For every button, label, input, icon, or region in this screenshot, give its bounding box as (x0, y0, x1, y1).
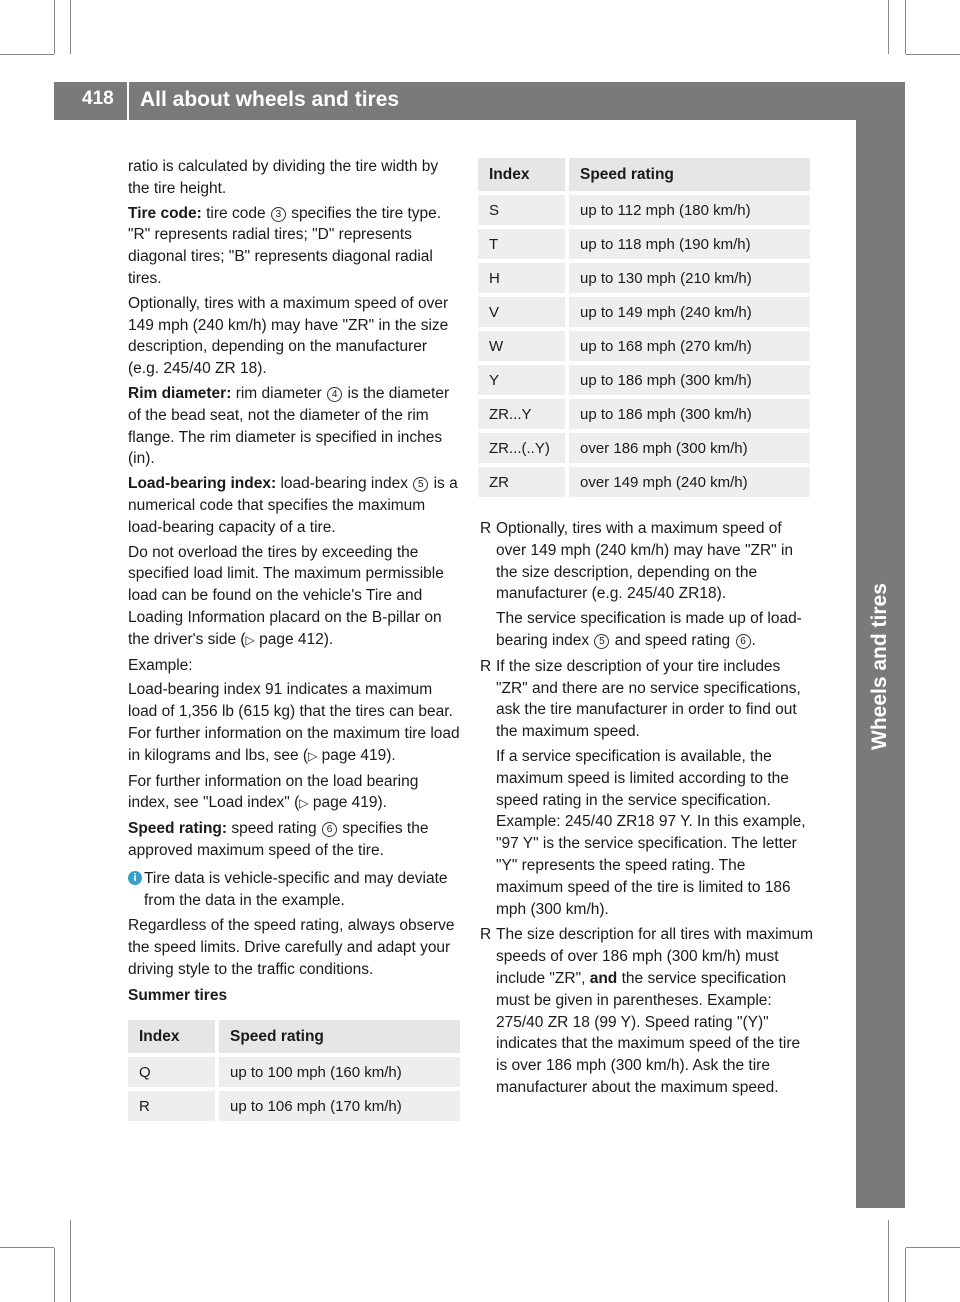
column-header: Speed rating (219, 1020, 460, 1053)
table-cell: ZR (478, 467, 569, 497)
text: specifies the tire type. "R" represents radial tires; "D" represents diagonal tires; "B" represents diagonal radial tires. (128, 204, 442, 287)
crop-mark (54, 0, 55, 54)
info-note (128, 868, 460, 912)
callout-number: 6 (322, 822, 337, 837)
table-row (478, 331, 810, 361)
column-header: Index (478, 158, 569, 191)
text: Do not overload the tires by exceeding the specified load limit. The maximum permissible load can be found on the vehicle's Tire and Loading Information placard on the B-pillar on the driver's side ( (128, 543, 444, 648)
table-row (478, 263, 810, 293)
table-cell: ZR...(..Y) (478, 433, 569, 463)
crop-mark (888, 0, 889, 54)
page-ref-link[interactable]: page 419). (312, 794, 387, 812)
crop-mark (70, 1220, 71, 1302)
table-cell: up to 112 mph (180 km/h) (569, 195, 810, 225)
emphasis: and (589, 969, 618, 987)
paragraph: Example: (128, 656, 193, 674)
table-row (478, 365, 810, 395)
page-ref-link[interactable]: page 412). (259, 630, 334, 648)
text: Load-bearing index 91 indicates a maximum load of 1,356 lb (615 kg) that the tires can bear. For further information on the maximum tire load in kilograms and lbs, see ( (128, 681, 460, 764)
page-ref-link[interactable]: page 419). (321, 746, 396, 764)
text: Optionally, tires with a maximum speed of over 149 mph (240 km/h) may have "ZR" in the size description, depending on the manufacturer (e.g. 245/40 ZR18). (496, 520, 794, 603)
paragraph-further (128, 771, 460, 816)
speed-rating-table (478, 154, 810, 501)
bullet-marker: R (480, 520, 492, 537)
text: speed rating (231, 820, 317, 838)
bullet-marker: R (480, 657, 492, 675)
text: . (751, 631, 756, 649)
callout-number: 5 (413, 477, 428, 492)
table-cell: R (128, 1091, 219, 1121)
page-number: 418 (82, 88, 114, 109)
crop-mark (0, 1247, 54, 1248)
table-cell: up to 106 mph (170 km/h) (219, 1091, 460, 1121)
table-row (478, 433, 810, 463)
paragraph-rim-diameter (128, 383, 460, 470)
term-label: Load-bearing index: (128, 475, 277, 493)
paragraph-tire-code (128, 203, 460, 290)
table-header-row (478, 158, 810, 191)
table-cell: V (478, 297, 569, 327)
table-cell: up to 168 mph (270 km/h) (569, 331, 810, 361)
table-header-row (128, 1020, 460, 1053)
callout-number: 5 (594, 634, 609, 649)
callout-number: 6 (736, 634, 751, 649)
crop-mark (0, 54, 54, 55)
term-label: Speed rating: (128, 820, 228, 838)
table-row (478, 467, 810, 497)
list-item (478, 518, 814, 652)
table-cell: W (478, 331, 569, 361)
header-divider (127, 82, 129, 120)
table-cell: H (478, 263, 569, 293)
table-cell: ZR...Y (478, 399, 569, 429)
text: If a service specification is available, the maximum speed is limited according to the speed rating in the service specification. Example: 245/40 ZR18 97 Y. In this example, "97 Y" is the service specification. The letter "Y" represents the speed rating. The maximum speed of the tire is limited to 186 mph (300 km/h). (496, 747, 806, 918)
text: load-bearing index (280, 475, 408, 493)
column-header: Index (128, 1020, 219, 1053)
paragraph: ratio is calculated by dividing the tire width by the tire height. (128, 158, 439, 197)
text: For further information on the load bearing index, see "Load index" ( (128, 772, 419, 812)
term-label: Rim diameter: (128, 384, 232, 402)
text: specifies the approved maximum speed of the tire. (128, 820, 429, 859)
table-cell: up to 118 mph (190 km/h) (569, 229, 810, 259)
crop-mark (905, 0, 906, 54)
table-cell: Q (128, 1057, 219, 1087)
table-cell: Y (478, 365, 569, 395)
term-label: Tire code: (128, 204, 202, 222)
page-title: All about wheels and tires (140, 88, 400, 111)
table-cell: up to 149 mph (240 km/h) (569, 297, 810, 327)
page-ref-icon: ▷ (308, 748, 318, 763)
table-row (478, 195, 810, 225)
paragraph: Regardless of the speed rating, always observe the speed limits. Drive carefully and adapt your driving style to the traffic conditions. (128, 917, 455, 978)
chapter-tab-label: Wheels and tires (868, 583, 891, 750)
table-cell: over 149 mph (240 km/h) (569, 467, 810, 497)
paragraph-example (128, 679, 460, 767)
callout-number: 4 (327, 387, 342, 402)
crop-mark (888, 1220, 889, 1302)
page-ref-icon: ▷ (245, 632, 255, 647)
list-item (478, 924, 814, 1098)
table-cell: up to 186 mph (300 km/h) (569, 399, 810, 429)
table-cell: T (478, 229, 569, 259)
list-item (478, 656, 814, 921)
text-block (496, 924, 814, 1098)
crop-mark (906, 54, 960, 55)
page-ref-icon: ▷ (299, 796, 309, 811)
crop-mark (54, 1248, 55, 1302)
info-icon: i (128, 871, 142, 885)
text: the service specification must be given in parentheses. Example: 275/40 ZR 18 (99 Y). Speed rating "(Y)" indicates that the maximum speed of the tire is over 186 mph (300 km/h). Ask the tire manufacturer about the maximum speed. (496, 969, 801, 1096)
paragraph: Optionally, tires with a maximum speed of over 149 mph (240 km/h) may have "ZR" in the size description, depending on the manufacturer (e.g. 245/40 ZR 18). (128, 294, 449, 378)
table-cell: S (478, 195, 569, 225)
left-column (128, 156, 460, 1125)
text-block (496, 608, 814, 652)
crop-mark (70, 0, 71, 54)
info-text: Tire data is vehicle-specific and may deviate from the data in the example. (144, 869, 448, 909)
table-row (128, 1057, 460, 1087)
text: rim diameter (235, 384, 322, 402)
column-header: Speed rating (569, 158, 810, 191)
text: tire code (206, 204, 266, 222)
crop-mark (905, 1248, 906, 1302)
text: The service specification is made up of load-bearing index (496, 610, 802, 649)
paragraph-load-index (128, 473, 460, 538)
bullet-marker: R (480, 926, 492, 944)
crop-mark (906, 1247, 960, 1248)
table-cell: up to 100 mph (160 km/h) (219, 1057, 460, 1087)
table-row (478, 297, 810, 327)
table-cell: over 186 mph (300 km/h) (569, 433, 810, 463)
text: is a numerical code that specifies the maximum load-bearing capacity of a tire. (128, 475, 458, 536)
table-cell: up to 130 mph (210 km/h) (569, 263, 810, 293)
text: If the size description of your tire includes "ZR" and there are no service specifications, ask the tire manufacturer in order to find out the maximum speed. (496, 657, 801, 741)
text: is the diameter of the bead seat, not the diameter of the rim flange. The rim diameter is specified in inches (in). (128, 384, 450, 468)
text: and speed rating (614, 631, 731, 649)
paragraph-speed-rating (128, 818, 460, 862)
right-table-wrapper (478, 154, 810, 501)
summer-speed-table (128, 1016, 460, 1125)
table-row (128, 1091, 460, 1121)
text: The size description for all tires with maximum speeds of over 186 mph (300 km/h) must include "ZR", (496, 926, 813, 987)
right-bullet-list (478, 518, 814, 1099)
table-row (478, 229, 810, 259)
summer-tires-heading: Summer tires (128, 986, 228, 1004)
callout-number: 3 (271, 207, 286, 222)
table-row (478, 399, 810, 429)
paragraph-overload (128, 542, 460, 652)
table-cell: up to 186 mph (300 km/h) (569, 365, 810, 395)
